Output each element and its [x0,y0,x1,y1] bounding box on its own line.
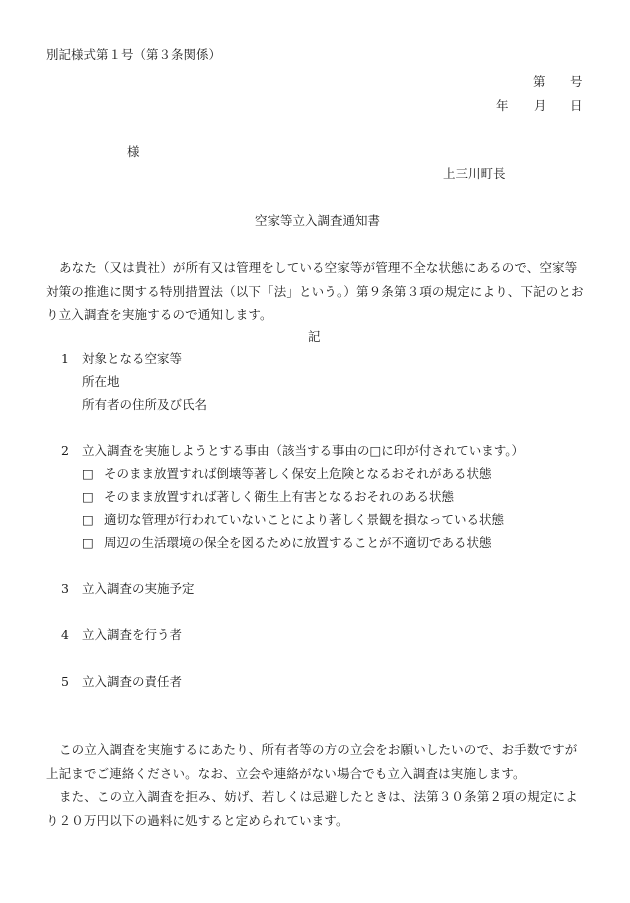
addressee-suffix: 様 [127,144,140,159]
section-5-title: 立入調査の責任者 [82,674,183,689]
date-month: 月 [534,98,547,113]
section-4-title: 立入調査を行う者 [82,627,183,642]
document-number-dai: 第 [533,74,546,89]
section-2-number: 2 [61,443,69,458]
reason-item [82,537,492,550]
reason-item [82,491,454,504]
reason-text: そのまま放置すれば著しく衛生上有害となるおそれのある状態 [104,489,455,504]
date-year: 年 [496,98,509,113]
closing-paragraph-2: また、この立入調査を拒み、妨げ、若しくは忌避したときは、法第３０条第２項の規定により２０万円以下の過料に処すると定められています。 [46,789,578,828]
checkbox-icon: □ [82,466,94,481]
reason-text: 周辺の生活環境の保全を図るために放置することが不適切である状態 [104,535,492,550]
date-day: 日 [570,98,583,113]
section-3-number: 3 [61,581,69,596]
reason-item [82,514,504,527]
document-number-go: 号 [570,74,583,89]
checkbox-icon: □ [82,512,94,527]
section-1-location-label: 所在地 [82,374,120,389]
closing-paragraph-1: この立入調査を実施するにあたり、所有者等の方の立会をお願いしたいので、お手数ですが上記までご連絡ください。なお、立会や連絡がない場合でも立入調査は実施します。 [46,742,578,781]
checkbox-icon: □ [82,535,94,550]
checkbox-icon: □ [82,489,94,504]
intro-paragraph: あなた（又は貴社）が所有又は管理をしている空家等が管理不全な状態にあるので、空家等対策の推進に関する特別措置法（以下「法」という。）第９条第３項の規定により、下記のとおり立入調査を実施するので通知します。 [46,260,584,322]
document-title: 空家等立入調査通知書 [255,213,381,228]
issuer-name: 上三川町長 [443,166,506,181]
section-4-number: 4 [61,627,69,642]
section-1-owner-label: 所有者の住所及び氏名 [82,397,208,412]
reason-text: そのまま放置すれば倒壊等著しく保安上危険となるおそれがある状態 [104,466,492,481]
section-5-number: 5 [61,674,69,689]
form-label: 別記様式第１号（第３条関係） [46,47,222,62]
section-2-title: 立入調査を実施しようとする事由（該当する事由の□に印が付されています。） [82,443,525,458]
section-3-title: 立入調査の実施予定 [82,581,195,596]
ki-heading: 記 [308,329,321,344]
reason-item [82,468,492,481]
section-1-number: 1 [61,351,69,366]
section-1-title: 対象となる空家等 [82,351,183,366]
reason-text: 適切な管理が行われていないことにより著しく景観を損なっている状態 [104,512,505,527]
